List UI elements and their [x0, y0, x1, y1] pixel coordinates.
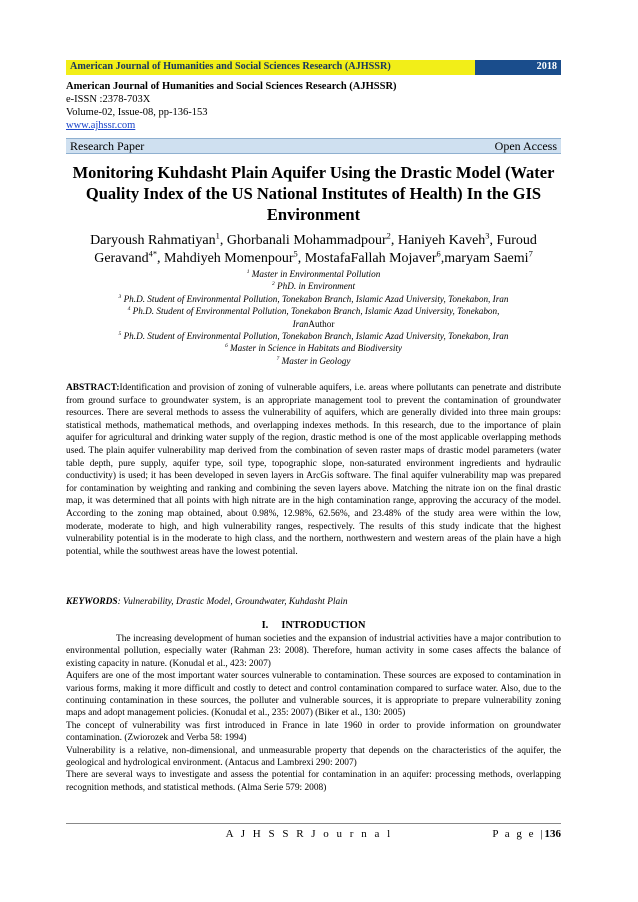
paper-title: Monitoring Kuhdasht Plain Aquifer Using the Drastic Model (Water Quality Index of the US National Institutes of Health) In the GIS Environment — [72, 163, 555, 224]
author: Haniyeh Kaveh$^3$, — [397, 231, 497, 248]
access-type-label: Open Access — [494, 138, 557, 153]
journal-name: American Journal of Humanities and Social Sciences Research (AJHSSR) — [66, 81, 397, 92]
author-list — [66, 232, 561, 268]
affiliation: $^1$ Master in Environmental Pollution — [246, 268, 381, 279]
affiliation-list — [66, 268, 561, 367]
abstract-label: ABSTRACT: — [66, 383, 120, 393]
paper-type-bar — [66, 138, 561, 154]
author: Mahdiyeh Momenpour$^5$, — [164, 249, 305, 266]
author: Daryoush Rahmatiyan$^1$, — [90, 231, 227, 248]
journal-url-link[interactable]: www.ajhssr.com — [66, 120, 136, 131]
journal-info — [66, 80, 561, 132]
author: maryam Saemi$^7$ — [444, 249, 533, 266]
author: Furoud Geravand$^{4*}$, — [94, 233, 537, 266]
keywords — [66, 597, 561, 607]
keywords-label: KEYWORDS — [66, 597, 118, 607]
section-heading: I. INTRODUCTION — [261, 620, 366, 631]
affiliation: $^6$ Master in Science in Habitats and Biodiversity — [224, 343, 403, 354]
paragraph: There are several ways to investigate and assess the potential for contamination in an aquifer: processing methods, overlapping recognition methods, and statistical methods. (Alma Serie 579: 2008) — [66, 770, 561, 793]
paragraph: Aquifers are one of the most important water sources vulnerable to contamination. These sources are exposed to contamination in various forms, making it more difficult and costly to detect and control contamination compared to surface water. Also, due to the continuing contamination in these sources, the polluter and vulnerable sources, it is appropriate to prepare vulnerability zoning maps and adopt management policies. (Konudal et al., 235: 2007) (Biker et al., 130: 2005) — [66, 671, 561, 719]
keywords-text: : Vulnerability, Drastic Model, Groundwater, Kuhdasht Plain — [117, 597, 348, 607]
journal-issn: e-ISSN :2378-703X — [66, 94, 151, 105]
paper-type-label: Research Paper — [70, 138, 145, 153]
abstract — [66, 382, 561, 558]
footer-divider — [66, 823, 561, 824]
paragraph: The increasing development of human societies and the expansion of industrial activities have a major contribution to environmental pollution, especially water (Rahman 23: 2008). Therefore, human activity in some cases affects the balance of existing capacity in nature. (Konudal et al., 423: 2007) — [66, 634, 561, 669]
abstract-text: Identification and provision of zoning of vulnerable aquifers, i.e. areas where pollutants can penetrate and distribute from ground surface to groundwater system, is an appropriate management tool to prevent the contamination of groundwater resources. There are several methods to assess the vulnerability of aquifers, which are generally divided into three main groups: statistical methods, mathematical methods, and overlapping indexes methods. In this research, due to the importance of plain aquifer for agricultural and drinking water supply of the region, drastic method is one of the most applicable overlapping methods used. The plain aquifer vulnerability map derived from the combination of seven raster maps of drastic model parameters (water table depth, pure supply, aquifer type, soil type, topographic slope, non-saturated environment ingredients and hydraulic conductivity) is used; it has been developed in seven layers in ArcGis software. The final aquifer vulnerability map was prepared for contamination by weighting and ranking and combining the seven layers above. Matching the nitrate ion on the final drastic map, it was determined that all points with high nitrate are in the high contamination range, approving the accuracy of the model. According to the zoning map obtained, about 0.98%, 12.98%, 62.56%, and 23.48% of the study area were within the low, moderate, moderate to high, and high vulnerability ranges, respectively. The results of this study indicate that the highest vulnerability potential is in the moderate to high class, and the northern, northwestern and western areas of the plain have a high potential, while the southwest areas have the lowest potential. — [66, 383, 561, 557]
journal-header-bar — [66, 60, 561, 75]
author: Ghorbanali Mohammadpour$^2$, — [226, 231, 398, 248]
affiliation-continued: IranAuthor — [292, 318, 335, 329]
journal-volume: Volume-02, Issue-08, pp-136-153 — [66, 107, 208, 118]
affiliation: $^2$ PhD. in Environment — [271, 281, 356, 292]
introduction-body — [66, 633, 561, 794]
affiliation: $^3$ Ph.D. Student of Environmental Pollution, Tonekabon Branch, Islamic Azad University, Tonekabon, Iran — [118, 293, 509, 304]
page-number: 136 — [544, 828, 561, 840]
footer-journal: A J H S S R J o u r n a l — [225, 828, 393, 840]
affiliation: $^7$ Master in Geology — [276, 355, 351, 366]
page-footer — [66, 828, 561, 840]
author: MostafaFallah Mojaver$^6$, — [304, 249, 445, 266]
header-journal-name: American Journal of Humanities and Social Sciences Research (AJHSSR) — [66, 60, 475, 75]
header-year: 2018 — [475, 60, 561, 75]
footer-page: P a g e |136 — [492, 828, 561, 840]
paragraph: The concept of vulnerability was first introduced in France in late 1960 in order to provide information on groundwater contamination. (Zwiorozek and Verba 58: 1994) — [66, 720, 561, 744]
affiliation: $^4$ Ph.D. Student of Environmental Pollution, Tonekabon Branch, Islamic Azad University, Tonekabon, — [127, 306, 500, 317]
paragraph: Vulnerability is a relative, non-dimensional, and unmeasurable property that depends on the characteristics of the aquifer, the geological and hydrological environment. (Antacus and Lambrexi 290: 2007) — [66, 745, 561, 769]
affiliation: $^5$ Ph.D. Student of Environmental Pollution, Tonekabon Branch, Islamic Azad University, Tonekabon, Iran — [118, 330, 509, 342]
